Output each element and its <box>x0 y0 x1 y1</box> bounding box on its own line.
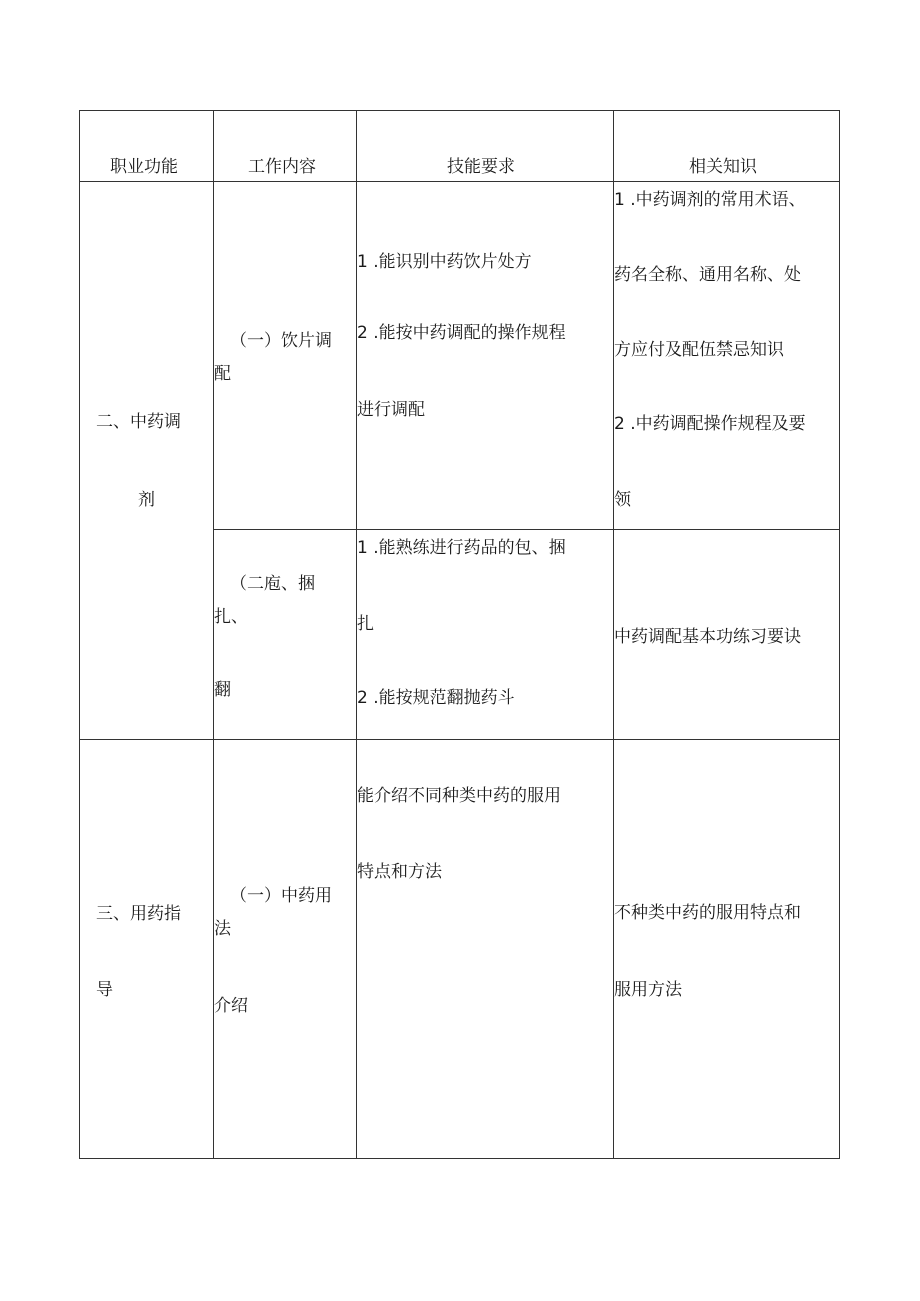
section3-row1-skills-cell <box>357 740 614 1158</box>
section2-function-cell <box>80 182 214 740</box>
header-content: 工作内容 <box>248 157 316 177</box>
section3-row1-knowledge-line1: 不种类中药的服用特点和 <box>614 903 801 923</box>
section3-row1-content-cell <box>214 740 357 1158</box>
section2-row2-content-line3: 翻 <box>214 680 231 700</box>
section2-row2-skills-line2: 扎 <box>357 614 374 634</box>
section3-row1-content-line2: 法 <box>214 919 231 939</box>
section3-function-line1: 三、用药指 <box>96 904 181 924</box>
section3-row1-knowledge-line2: 服用方法 <box>614 980 682 1000</box>
section2-row2-skills-line1: 1 .能熟练进行药品的包、捆 <box>357 538 566 558</box>
section3-row1-content-line1: （一）中药用 <box>230 886 332 906</box>
section2-row2-content-cell <box>214 530 357 740</box>
header-skills: 技能要求 <box>447 157 515 177</box>
section2-row2-content-line2: 扎、 <box>214 607 248 627</box>
section3-function-cell <box>80 740 214 1158</box>
section2-row1-knowledge-cell <box>614 182 839 530</box>
section2-row2-skills-line3: 2 .能按规范翻抛药斗 <box>357 688 515 708</box>
section2-row1-skills-line2: 2 .能按中药调配的操作规程 <box>357 323 566 343</box>
section2-row2-knowledge-cell <box>614 530 839 740</box>
header-skills-cell <box>357 111 614 182</box>
section2-row1-knowledge-line2: 药名全称、通用名称、处 <box>614 265 801 285</box>
section3-row1-skills-line2: 特点和方法 <box>357 862 442 882</box>
header-function-cell <box>80 111 214 182</box>
header-function: 职业功能 <box>110 157 178 177</box>
section2-row1-knowledge-line4: 2 .中药调配操作规程及要 <box>614 414 806 434</box>
occupation-standard-table <box>79 110 840 1159</box>
section2-row1-knowledge-line3: 方应付及配伍禁忌知识 <box>614 340 784 360</box>
section3-function-line2: 导 <box>96 980 113 1000</box>
section2-function-line2: 剂 <box>138 490 155 510</box>
section2-function-line1: 二、中药调 <box>96 412 181 432</box>
header-knowledge-cell <box>614 111 839 182</box>
section2-row2-skills-cell <box>357 530 614 740</box>
section2-row1-skills-line1: 1 .能识别中药饮片处方 <box>357 252 532 272</box>
section2-row1-skills-line3: 进行调配 <box>357 400 425 420</box>
section2-row1-content-line1: （一）饮片调 <box>230 331 332 351</box>
header-knowledge: 相关知识 <box>689 157 757 177</box>
section2-row2-knowledge-line1: 中药调配基本功练习要诀 <box>614 627 801 647</box>
section2-row2-content-line1: （二庖、捆 <box>230 574 315 594</box>
section2-row1-knowledge-line5: 领 <box>614 490 631 510</box>
section3-row1-content-line3: 介绍 <box>214 996 248 1016</box>
section3-row1-knowledge-cell <box>614 740 839 1158</box>
section2-row1-skills-cell <box>357 182 614 530</box>
section3-row1-skills-line1: 能介绍不同种类中药的服用 <box>357 786 561 806</box>
section2-row1-content-cell <box>214 182 357 530</box>
section2-row1-content-line2: 配 <box>214 364 231 384</box>
header-content-cell <box>214 111 357 182</box>
section2-row1-knowledge-line1: 1 .中药调剂的常用术语、 <box>614 190 806 210</box>
